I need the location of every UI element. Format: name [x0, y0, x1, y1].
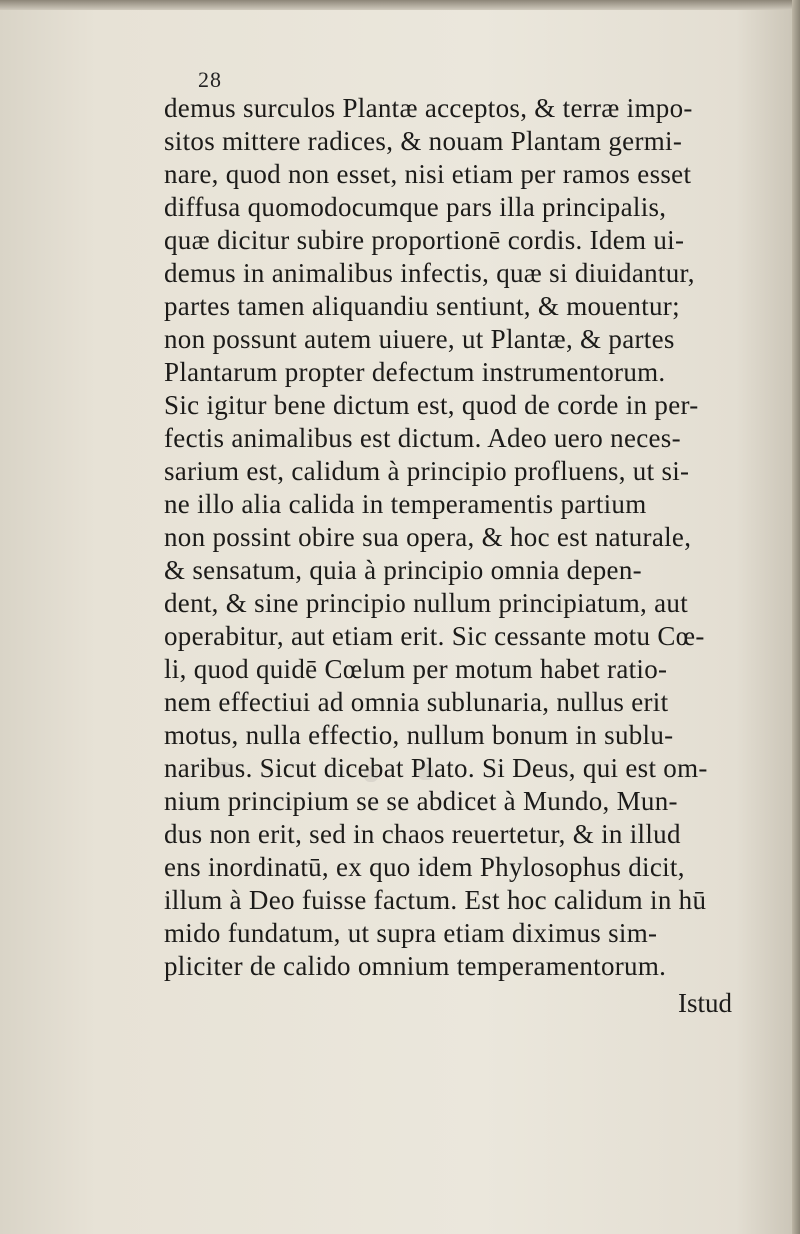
text-line: pliciter de calido omnium temperamentorum. — [164, 951, 667, 981]
ink-bleed-mark — [212, 762, 232, 778]
text-line: Plantarum propter defectum instrumentorum. — [164, 357, 666, 387]
text-line: dus non erit, sed in chaos reuertetur, & in illud — [164, 819, 681, 849]
text-line: nare, quod non esset, nisi etiam per ramos esset — [164, 159, 692, 189]
text-line: diffusa quomodocumque pars illa principalis, — [164, 192, 667, 222]
text-line: mido fundatum, ut supra etiam diximus sim- — [164, 918, 658, 948]
text-line: non possunt autem uiuere, ut Plantæ, & partes — [164, 324, 675, 354]
text-line: sitos mittere radices, & nouam Plantam germi- — [164, 126, 683, 156]
page-number: 28 — [198, 67, 222, 92]
text-line: naribus. Sicut dicebat Plato. Si Deus, qui est om- — [164, 753, 708, 783]
text-line: demus in animalibus infectis, quæ si diuidantur, — [164, 258, 695, 288]
text-line: & sensatum, quia à principio omnia depen- — [164, 555, 642, 585]
text-line: nem effectiui ad omnia sublunaria, nullus erit — [164, 687, 669, 717]
text-line: ens inordinatū, ex quo idem Phylosophus dicit, — [164, 852, 685, 882]
page-top-edge — [0, 0, 800, 10]
text-line: demus surculos Plantæ acceptos, & terræ impo- — [164, 93, 693, 123]
page-right-edge — [792, 0, 800, 1234]
text-line: illum à Deo fuisse factum. Est hoc calidum in hū — [164, 885, 707, 915]
ink-bleed-mark — [418, 764, 434, 780]
text-line: operabitur, aut etiam erit. Sic cessante motu Cœ- — [164, 621, 705, 651]
text-line: sarium est, calidum à principio profluens, ut si- — [164, 456, 690, 486]
text-line: li, quod quidē Cœlum per motum habet ratio- — [164, 654, 668, 684]
text-line: Sic igitur bene dictum est, quod de corde in per- — [164, 390, 699, 420]
text-line: partes tamen aliquandiu sentiunt, & mouentur; — [164, 291, 680, 321]
catchword: Istud — [678, 988, 732, 1018]
text-line: nium principium se se abdicet à Mundo, Mun- — [164, 786, 678, 816]
text-line: fectis animalibus est dictum. Adeo uero neces- — [164, 423, 681, 453]
text-line: non possint obire sua opera, & hoc est naturale, — [164, 522, 692, 552]
text-line: quæ dicitur subire proportionē cordis. Idem ui- — [164, 225, 685, 255]
text-line: dent, & sine principio nullum principiatum, aut — [164, 588, 689, 618]
ink-bleed-mark — [364, 766, 378, 782]
text-line: ne illo alia calida in temperamentis partium — [164, 489, 647, 519]
text-line: motus, nulla effectio, nullum bonum in sublu- — [164, 720, 674, 750]
